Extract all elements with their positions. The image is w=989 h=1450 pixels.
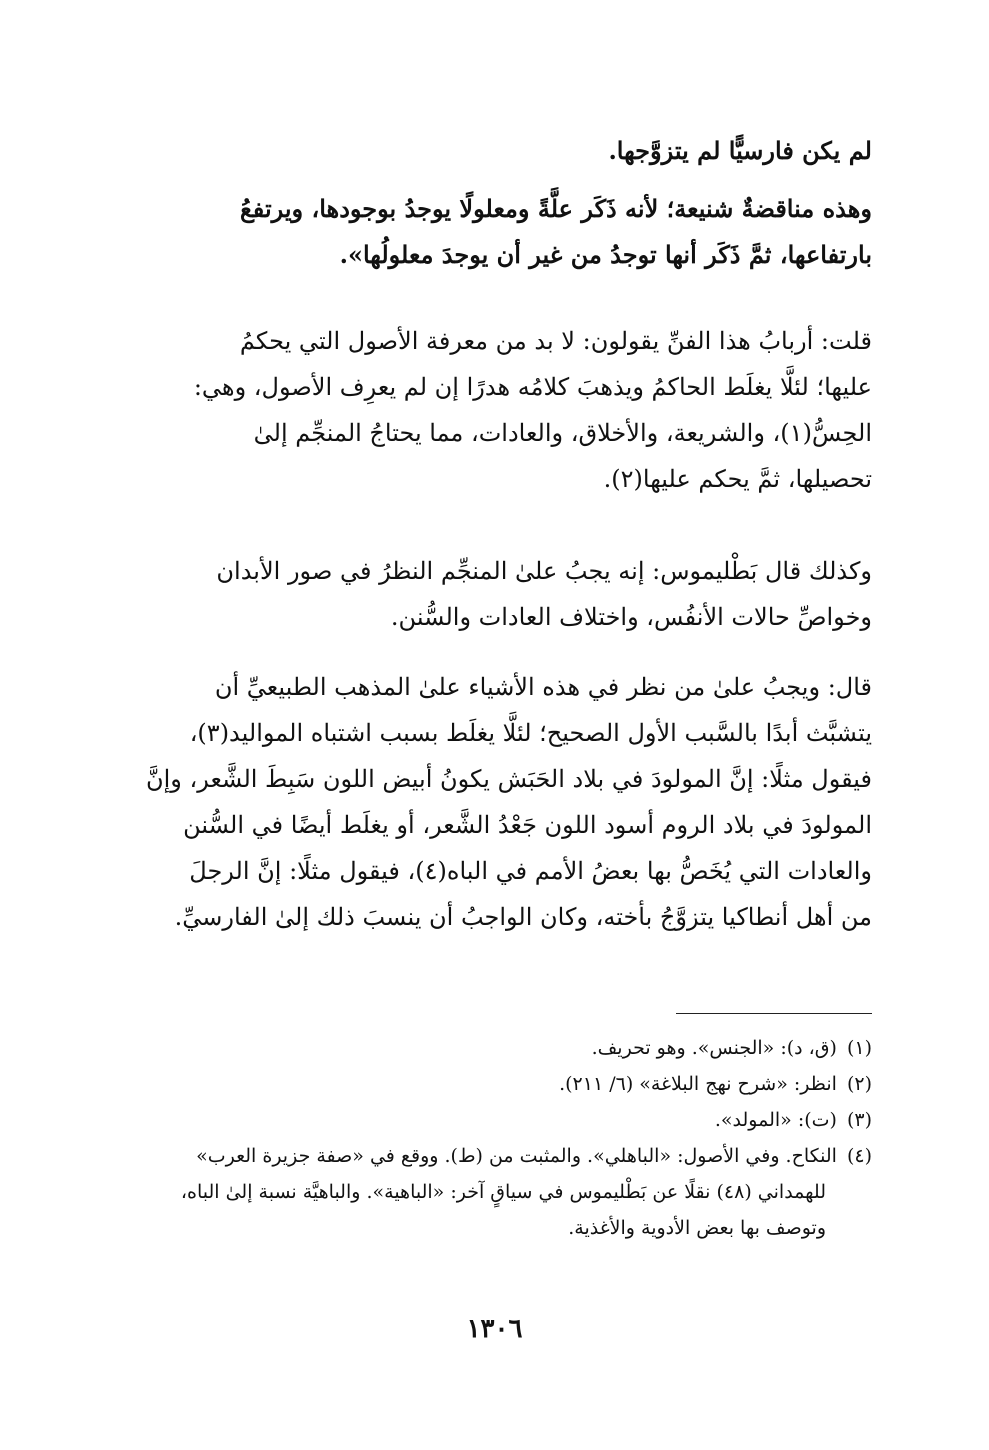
page-number: ١٣٠٦ xyxy=(466,1314,523,1344)
footnote-text: (ت): «المولد». xyxy=(714,1109,837,1131)
footnotes xyxy=(112,1030,872,1246)
footnote-text: للهمداني (٤٨) نقلًا عن بَطْليموس في سياقٍ آخر: «الباهية». والباهيَّة نسبة إلىٰ الباه، xyxy=(180,1181,826,1203)
paragraph-5 xyxy=(112,664,872,940)
text-line: والعادات التي يُخَصُّ بها بعضُ الأمم في الباه(٤)، فيقول مثلًا: إنَّ الرجلَ xyxy=(189,857,872,885)
text-line: وخواصِّ حالات الأنفُس، واختلاف العادات والسُّنن. xyxy=(390,603,872,631)
text-line: لم يكن فارسيًّا لم يتزوَّجها. xyxy=(608,136,872,165)
footnote-1 xyxy=(112,1030,872,1066)
footnote-3 xyxy=(112,1102,872,1138)
footnote-text: النكاح. وفي الأصول: «الباهلي». والمثبت من (ط). ووقع في «صفة جزيرة العرب» xyxy=(196,1145,837,1167)
text-line: يتشبَّث أبدًا بالسَّبب الأول الصحيح؛ لئلَّا يغلَط بسبب اشتباه المواليد(٣)، xyxy=(189,719,872,747)
text-line: الحِسُّ(١)، والشريعة، والأخلاق، والعادات، مما يحتاجُ المنجِّم إلىٰ xyxy=(253,419,872,447)
paragraph-3 xyxy=(112,318,872,502)
text-line: من أهل أنطاكيا يتزوَّجُ بأخته، وكان الواجبُ أن ينسبَ ذلك إلىٰ الفارسيِّ. xyxy=(174,903,872,931)
text-line: وهذه مناقضةٌ شنيعة؛ لأنه ذَكَر علَّةً ومعلولًا يوجدُ بوجودها، ويرتفعُ xyxy=(240,194,872,223)
footnote-text: (ق، د): «الجنس». وهو تحريف. xyxy=(591,1037,837,1059)
text-line: عليها؛ لئلَّا يغلَط الحاكمُ ويذهبَ كلامُه هدرًا إن لم يعرِف الأصول، وهي: xyxy=(193,373,872,401)
footnote-2 xyxy=(112,1066,872,1102)
text-line: تحصيلها، ثمَّ يحكم عليها(٢). xyxy=(603,465,872,493)
footnote-number: (١) xyxy=(846,1037,872,1059)
footnote-4 xyxy=(112,1138,872,1174)
text-line: قلت: أربابُ هذا الفنِّ يقولون: لا بد من معرفة الأصول التي يحكمُ xyxy=(239,327,872,355)
footnote-number: (٤) xyxy=(846,1145,872,1167)
footnote-text: انظر: «شرح نهج البلاغة» (٦/ ٢١١). xyxy=(559,1073,837,1095)
text-line: وكذلك قال بَطْليموس: إنه يجبُ علىٰ المنجِّم النظرُ في صور الأبدان xyxy=(216,557,872,585)
paragraph-4 xyxy=(112,548,872,640)
footnote-number: (٣) xyxy=(846,1109,872,1131)
footnote-number: (٢) xyxy=(846,1073,872,1095)
paragraph-1 xyxy=(112,128,872,174)
footnote-text: وتوصف بها بعض الأدوية والأغذية. xyxy=(568,1217,826,1239)
text-line: المولودَ في بلاد الروم أسود اللون جَعْدُ الشَّعر، أو يغلَط أيضًا في السُّنن xyxy=(183,811,872,839)
footnote-separator xyxy=(676,1013,872,1014)
paragraph-2 xyxy=(112,186,872,278)
text-line: بارتفاعها، ثمَّ ذَكَر أنها توجدُ من غير أن يوجدَ معلولُها». xyxy=(339,240,872,269)
text-line: فيقول مثلًا: إنَّ المولودَ في بلاد الحَبَش يكونُ أبيض اللون سَبِطَ الشَّعر، وإنَّ xyxy=(145,765,872,793)
text-line: قال: ويجبُ علىٰ من نظر في هذه الأشياء علىٰ المذهب الطبيعيِّ أن xyxy=(214,673,872,701)
